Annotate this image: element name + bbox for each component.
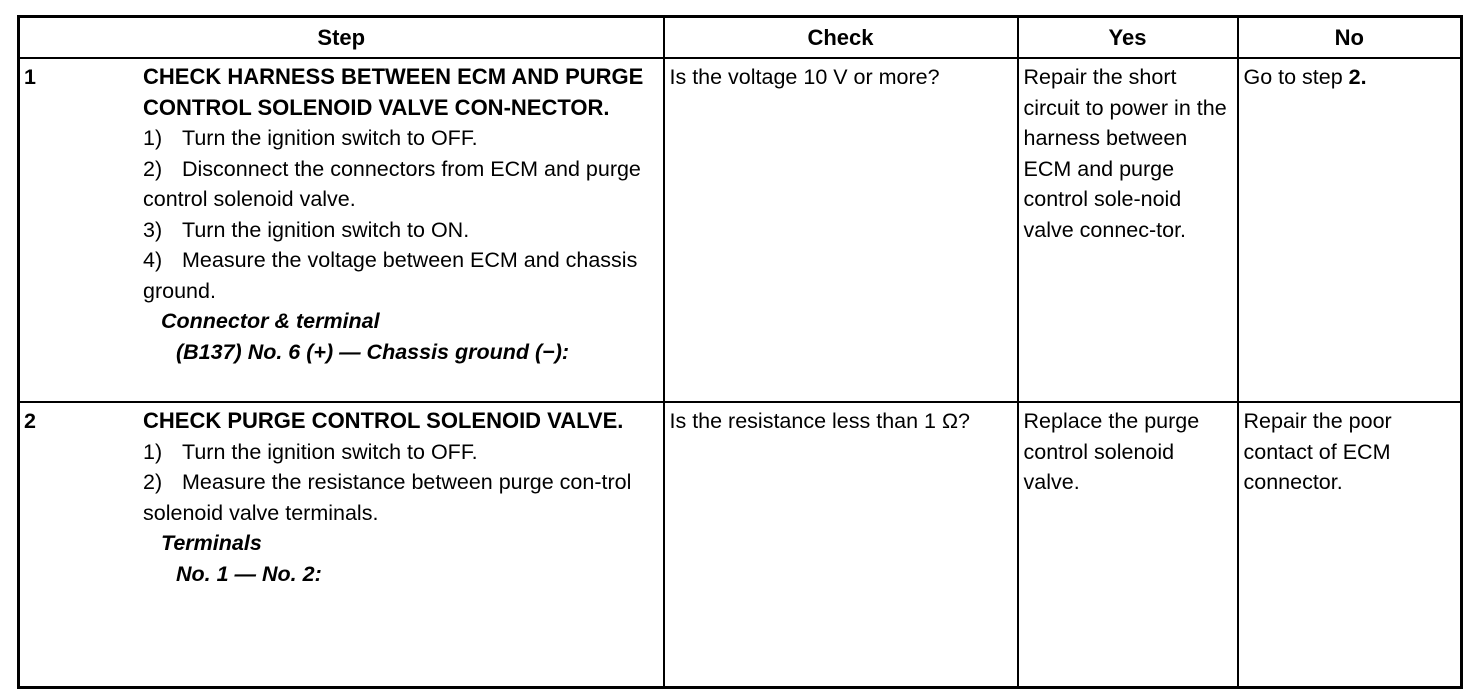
action-number: 1) — [143, 439, 163, 464]
check-cell: Is the resistance less than 1 Ω? — [664, 402, 1018, 688]
action-item — [143, 123, 659, 154]
action-text: Turn the ignition switch to ON. — [182, 217, 470, 242]
action-number: 4) — [143, 248, 163, 272]
action-text: Measure the resistance between purge con-trol solenoid valve terminals. — [143, 470, 632, 525]
table-row — [19, 402, 1462, 688]
terminals-label: Terminals — [161, 531, 262, 555]
check-cell: Is the voltage 10 V or more? — [664, 58, 1018, 402]
no-text: Go to step — [1243, 65, 1349, 89]
action-number: 2) — [143, 470, 163, 494]
action-text: Disconnect the connectors from ECM and purge control solenoid valve. — [143, 156, 641, 211]
yes-cell: Replace the purge control solenoid valve. — [1018, 402, 1238, 688]
header-check: Check — [664, 17, 1018, 59]
action-item — [143, 154, 659, 215]
step-title: CHECK PURGE CONTROL SOLENOID VALVE. — [143, 408, 624, 433]
header-no: No — [1238, 17, 1462, 59]
no-cell: Repair the poor contact of ECM connector. — [1238, 402, 1462, 688]
connector-terminal-value: (B137) No. 6 (+) — Chassis ground (−): — [176, 339, 570, 364]
step-number: 2 — [24, 409, 36, 433]
action-number: 1) — [143, 126, 163, 150]
action-text: Turn the ignition switch to OFF. — [182, 126, 478, 150]
action-number: 2) — [143, 156, 163, 181]
action-text: Turn the ignition switch to OFF. — [182, 439, 478, 464]
action-number: 3) — [143, 217, 163, 242]
header-yes: Yes — [1018, 17, 1238, 59]
step-body — [143, 59, 663, 367]
action-text: Measure the voltage between ECM and chassis ground. — [143, 248, 638, 303]
terminals-value: No. 1 — No. 2: — [176, 561, 322, 586]
no-cell — [1238, 58, 1462, 402]
step-title: CHECK HARNESS BETWEEN ECM AND PURGE CONTROL SOLENOID VALVE CON-NECTOR. — [143, 64, 644, 120]
step-number: 1 — [24, 65, 36, 89]
no-step-ref: 2. — [1348, 65, 1367, 89]
action-item — [143, 437, 659, 468]
step-body — [143, 403, 663, 589]
action-item — [143, 245, 659, 306]
header-step: Step — [19, 17, 664, 59]
header-row — [19, 17, 1462, 59]
action-item — [143, 467, 659, 528]
yes-cell: Repair the short circuit to power in the harness between ECM and purge control sole-noid valve connec-tor. — [1018, 58, 1238, 402]
step-cell — [19, 402, 664, 688]
connector-label: Connector & terminal — [161, 309, 380, 333]
diagnostic-table — [17, 15, 1463, 689]
action-item — [143, 215, 659, 246]
table-row — [19, 58, 1462, 402]
step-cell — [19, 58, 664, 402]
